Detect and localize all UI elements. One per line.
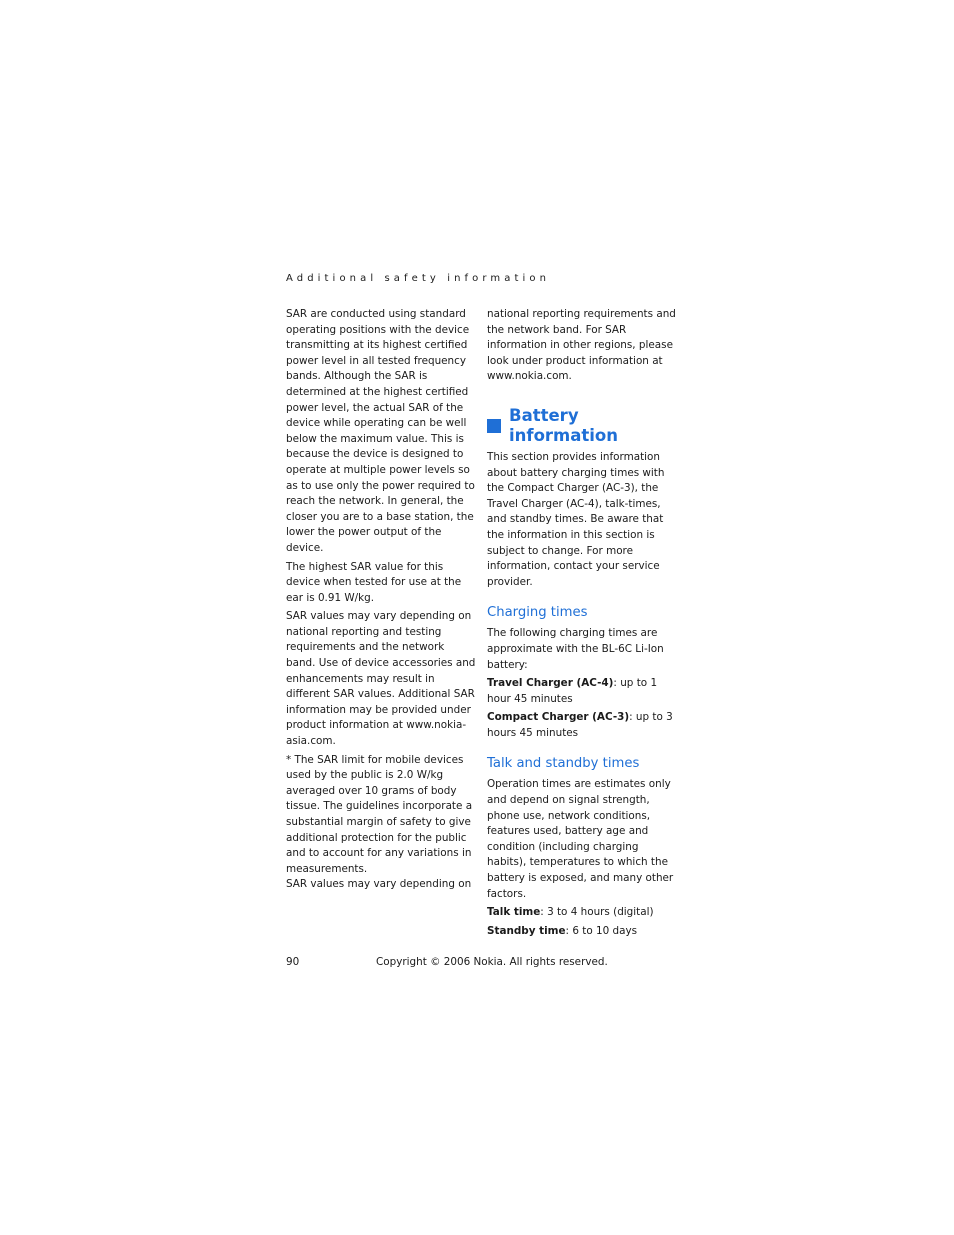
charging-intro: The following charging times are approximate with the BL-6C Li-Ion battery: (487, 627, 664, 671)
left-column (286, 307, 476, 896)
copyright-notice: Copyright © 2006 Nokia. All rights reserved. (376, 956, 608, 968)
battery-intro: This section provides information about battery charging times with the Compact Charger (AC-3), the Travel Charger (AC-4), talk-times, and standby times. Be aware that the information in this section is subject to change. For more information, contact your service provider. (487, 450, 665, 588)
battery-heading-text: Battery information (509, 405, 619, 445)
compact-charger-value: : up to 3 hours 45 minutes (487, 711, 673, 739)
sar-paragraph-1: SAR are conducted using standard operating positions with the device transmitting at its highest certified power level in all tested frequency bands. Although the SAR is determined at the highest certified power level, the actual SAR of the device while operating can be well below the maximum value. This is because the device is designed to operate at multiple power levels so as to use only the power required to reach the network. In general, the closer you are to a base station, the lower the power output of the device. (286, 308, 475, 554)
talk-standby-heading: Talk and standby times (487, 756, 640, 772)
right-column (487, 307, 677, 942)
sar-paragraph-continuation: national reporting requirements and the network band. For SAR information in other regions, please look under product information at www.nokia.com. (487, 308, 676, 383)
standby-time-value: : 6 to 10 days (565, 924, 638, 937)
standby-time-label: Standby time (487, 924, 566, 937)
sar-paragraph-3: SAR values may vary depending on national reporting and testing requirements and the network band. Use of device accessories and enhancements may result in different SAR values. Additional SAR information may be provided under product information at www.nokia-asia.com. (286, 610, 476, 748)
page-number: 90 (286, 956, 300, 968)
talk-time-label: Talk time (487, 906, 541, 919)
running-header: Additional safety information (286, 273, 551, 284)
talk-intro: Operation times are estimates only and depend on signal strength, phone use, network conditions, features used, battery age and condition (including charging habits), temperatures to which the battery is exposed, and many other factors. (487, 778, 674, 900)
blue-square-icon (487, 419, 501, 433)
talk-time-item (487, 905, 677, 921)
travel-charger-value: : up to 1 hour 45 minutes (487, 677, 658, 705)
compact-charger-item (487, 710, 677, 741)
sar-paragraph-2: The highest SAR value for this device when tested for use at the ear is 0.91 W/kg. (286, 560, 462, 604)
standby-time-item (487, 924, 677, 940)
travel-charger-label: Travel Charger (AC-4) (487, 677, 614, 690)
compact-charger-label: Compact Charger (AC-3) (487, 711, 630, 724)
sar-footnote: * The SAR limit for mobile devices used by the public is 2.0 W/kg averaged over 10 grams of body tissue. The guidelines incorporate a substantial margin of safety to give additional protection for the public and to account for any variations in measurements. (286, 753, 473, 875)
charging-times-heading: Charging times (487, 605, 588, 621)
travel-charger-item (487, 676, 677, 707)
talk-time-value: : 3 to 4 hours (digital) (540, 906, 654, 919)
battery-information-heading (487, 406, 677, 446)
sar-paragraph-continued: SAR values may vary depending on (286, 878, 472, 891)
